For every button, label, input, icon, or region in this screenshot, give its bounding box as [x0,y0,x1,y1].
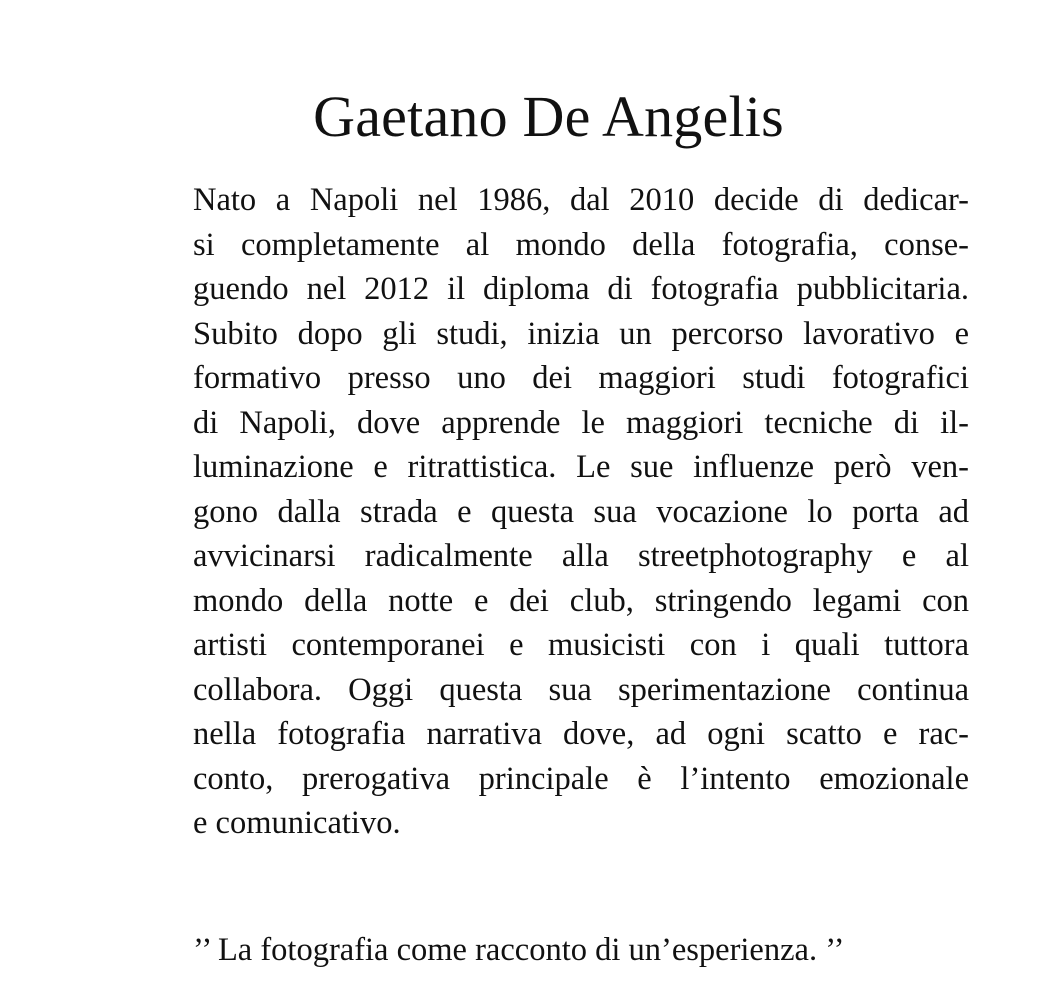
bio-line: guendo nel 2012 il diploma di fotografia pubblicitaria. [193,271,969,307]
bio-line: Subito dopo gli studi, inizia un percorso lavorativo e [193,315,969,352]
bio-line: collabora. Oggi questa sua sperimentazione continua [193,671,969,708]
bio-line: artisti contemporanei e musicisti con i quali tuttora [193,627,969,663]
bio-line: nella fotografia narrativa dove, ad ogni scatto e rac- [193,716,969,752]
bio-line: mondo della notte e dei club, stringendo legami con [193,582,969,619]
quote-text: ’’ La fotografia come racconto di un’esperienza. ’’ [193,932,845,968]
bio-line: gono dalla strada e questa sua vocazione lo porta ad [193,493,969,530]
bio-line: avvicinarsi radicalmente alla streetphotography e al [193,538,969,574]
bio-line: si completamente al mondo della fotografia, conse- [193,226,969,263]
bio-line: Nato a Napoli nel 1986, dal 2010 decide di dedicar- [193,182,969,218]
bio-line: conto, prerogativa principale è l’intento emozionale [193,760,969,797]
bio-line: e comunicativo. [193,805,401,841]
page-title: Gaetano De Angelis [313,84,784,149]
bio-line: di Napoli, dove apprende le maggiori tecniche di il- [193,404,969,441]
bio-line: luminazione e ritrattistica. Le sue influenze però ven- [193,449,969,485]
bio-line: formativo presso uno dei maggiori studi fotografici [193,360,969,396]
biography-paragraph [193,178,969,846]
